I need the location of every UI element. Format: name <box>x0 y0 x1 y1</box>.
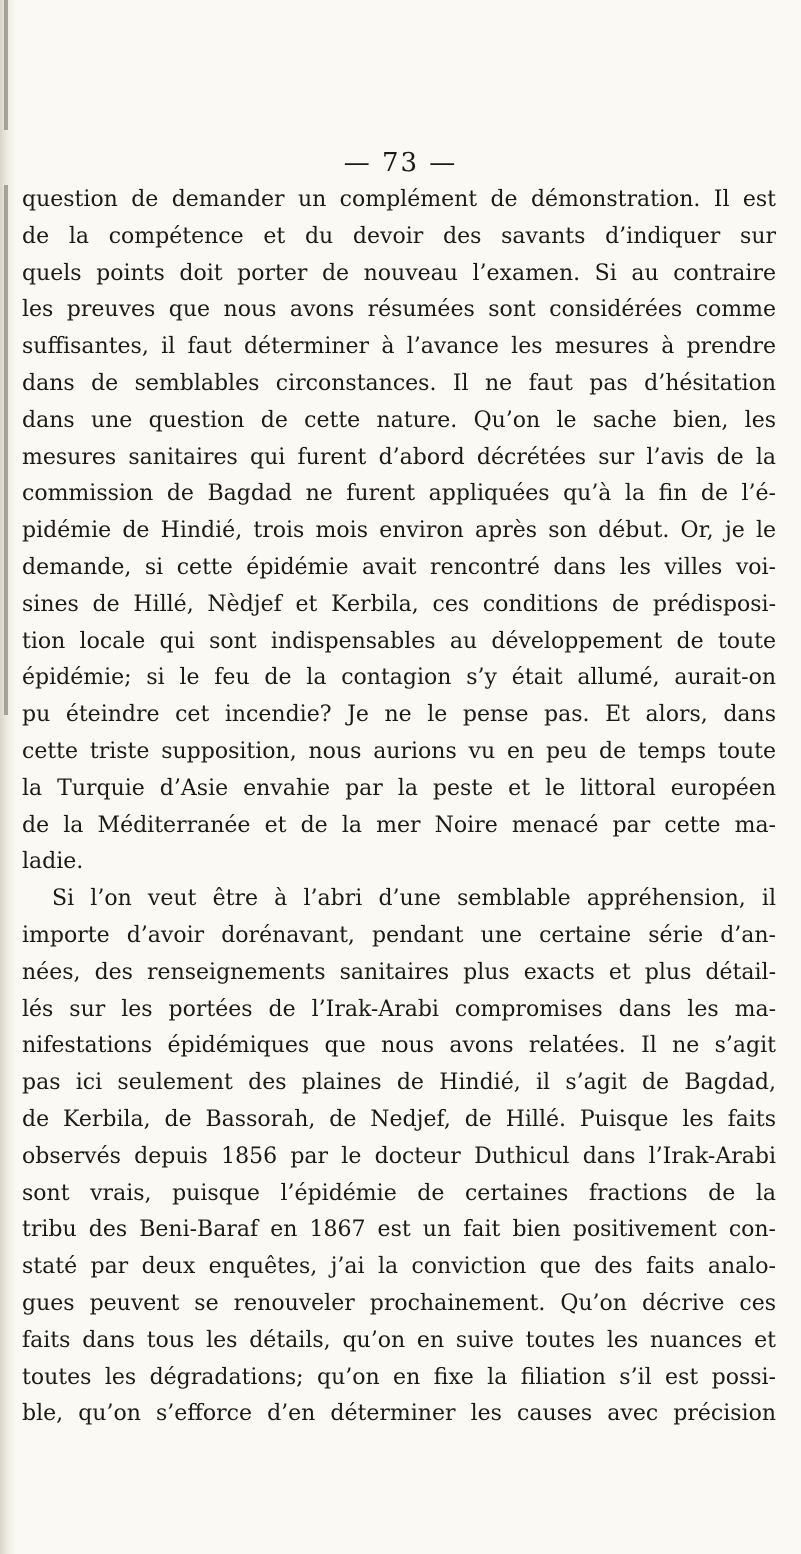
paragraph-2 <box>22 881 776 1433</box>
binding-gutter <box>0 0 16 1554</box>
text-line: tion locale qui sont indispensables au développement de toute <box>22 628 776 654</box>
text-line: suffisantes, il faut déterminer à l’avance les mesures à prendre <box>22 334 776 360</box>
text-line: sines de Hillé, Nèdjef et Kerbila, ces conditions de prédisposi- <box>22 591 776 617</box>
text-line: importe d’avoir dorénavant, pendant une certaine série d’an- <box>22 922 776 948</box>
text-line: mesures sanitaires qui furent d’abord décrétées sur l’avis de la <box>22 444 776 470</box>
text-line: pu éteindre cet incendie? Je ne le pense pas. Et alors, dans <box>22 702 776 728</box>
text-line: sont vrais, puisque l’épidémie de certaines fractions de la <box>22 1180 776 1206</box>
text-line: de Kerbila, de Bassorah, de Nedjef, de Hillé. Puisque les faits <box>22 1106 776 1132</box>
text-line: les preuves que nous avons résumées sont considérées comme <box>22 297 776 323</box>
text-line: la Turquie d’Asie envahie par la peste et le littoral européen <box>22 775 776 801</box>
text-line: dans une question de cette nature. Qu’on le sache bien, les <box>22 407 776 433</box>
text-line: cette triste supposition, nous aurions vu en peu de temps toute <box>22 738 776 764</box>
text-line: faits dans tous les détails, qu’on en suive toutes les nuances et <box>22 1327 776 1353</box>
text-line: gues peuvent se renouveler prochainement. Qu’on décrive ces <box>22 1290 776 1316</box>
gutter-shadow-mark <box>4 185 8 715</box>
page-number: — 73 — <box>343 148 458 178</box>
text-line: lés sur les portées de l’Irak-Arabi compromises dans les ma- <box>22 996 776 1022</box>
text-line: de la compétence et du devoir des savants d’indiquer sur <box>22 223 776 249</box>
text-line: épidémie; si le feu de la contagion s’y était allumé, aurait-on <box>22 665 776 691</box>
text-line: pas ici seulement des plaines de Hindié, il s’agit de Bagdad, <box>22 1070 776 1096</box>
text-line: dans de semblables circonstances. Il ne faut pas d’hésitation <box>22 370 776 396</box>
text-line: nifestations épidémiques que nous avons relatées. Il ne s’agit <box>22 1033 776 1059</box>
text-line: demande, si cette épidémie avait rencontré dans les villes voi- <box>22 554 776 580</box>
text-line: de la Méditerranée et de la mer Noire menacé par cette ma- <box>22 812 776 838</box>
gutter-shadow-mark <box>4 0 8 130</box>
paragraph-1 <box>22 182 776 881</box>
page-body <box>22 182 776 1433</box>
text-line: Si l’on veut être à l’abri d’une semblable appréhension, il <box>52 886 776 912</box>
text-line: ladie. <box>22 849 84 875</box>
text-line: quels points doit porter de nouveau l’examen. Si au contraire <box>22 260 776 286</box>
text-line: staté par deux enquêtes, j’ai la conviction que des faits analo- <box>22 1254 776 1280</box>
text-line: toutes les dégradations; qu’on en fixe la filiation s’il est possi- <box>22 1364 776 1390</box>
text-line: pidémie de Hindié, trois mois environ après son début. Or, je le <box>22 518 776 544</box>
text-line: question de demander un complément de démonstration. Il est <box>22 187 776 212</box>
text-line: tribu des Beni-Baraf en 1867 est un fait bien positivement con- <box>22 1217 776 1243</box>
text-line: nées, des renseignements sanitaires plus exacts et plus détail- <box>22 959 776 985</box>
text-line: commission de Bagdad ne furent appliquées qu’à la fin de l’é- <box>22 481 776 507</box>
text-line: ble, qu’on s’efforce d’en déterminer les causes avec précision <box>22 1401 776 1427</box>
text-line: observés depuis 1856 par le docteur Duthicul dans l’Irak-Arabi <box>22 1143 776 1169</box>
